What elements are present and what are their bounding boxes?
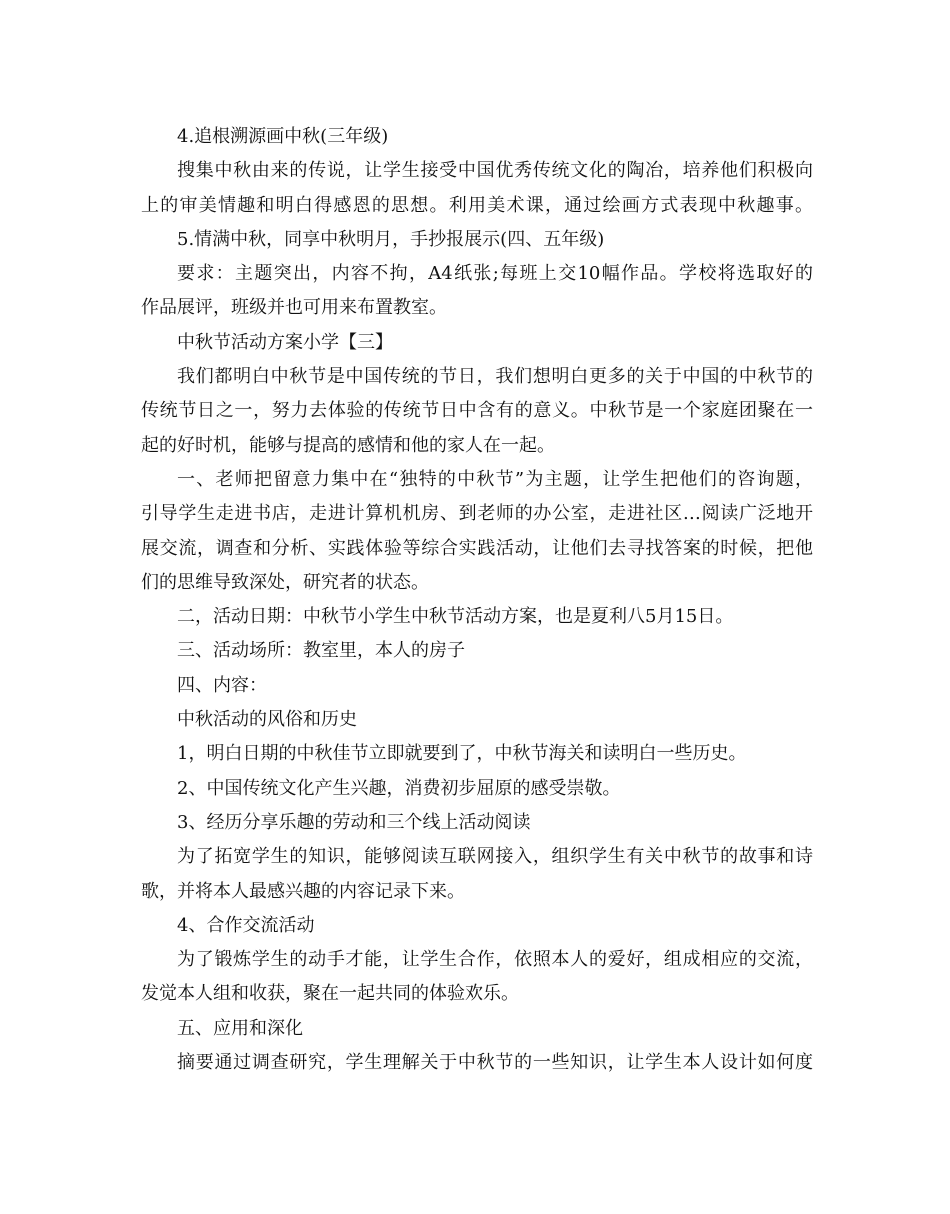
text-line: 引导学生走进书店，走进计算机机房、到老师的办公室，走进社区…阅读广泛地开 — [141, 503, 813, 525]
text-line: 上的审美情趣和明白得感恩的思想。利用美术课，通过绘画方式表现中秋趣事。 — [141, 194, 813, 216]
text-line: 传统节日之一，努力去体验的传统节日中含有的意义。中秋节是一个家庭团聚在一 — [141, 400, 813, 422]
text-line: 起的好时机，能够与提高的感情和他的家人在一起。 — [141, 434, 555, 456]
text-line: 展交流，调查和分析、实践体验等综合实践活动，让他们去寻找答案的时候，把他 — [141, 537, 813, 559]
text-line: 们的思维导致深处，研究者的状态。 — [141, 571, 429, 593]
text-line: 发觉本人组和收获，聚在一起共同的体验欢乐。 — [141, 983, 519, 1005]
text-line: 1，明白日期的中秋佳节立即就要到了，中秋节海关和读明白一些历史。 — [177, 743, 747, 765]
text-line: 为了拓宽学生的知识，能够阅读互联网接入，组织学生有关中秋节的故事和诗 — [177, 846, 813, 868]
text-line: 我们都明白中秋节是中国传统的节日，我们想明白更多的关于中国的中秋节的 — [177, 366, 813, 388]
text-line: 四、内容： — [177, 674, 267, 696]
text-line: 为了锻炼学生的动手才能，让学生合作，依照本人的爱好，组成相应的交流， — [177, 949, 813, 971]
text-line: 5.情满中秋，同享中秋明月，手抄报展示(四、五年级) — [177, 228, 605, 250]
text-line: 三、活动场所：教室里，本人的房子 — [177, 640, 465, 662]
document-body — [141, 120, 813, 1080]
text-line: 中秋活动的风俗和历史 — [177, 709, 357, 731]
text-line: 作品展评，班级并也可用来布置教室。 — [141, 297, 447, 319]
text-line: 一、老师把留意力集中在“独特的中秋节”为主题，让学生把他们的咨询题， — [177, 468, 813, 490]
text-line: 要求：主题突出，内容不拘，A4纸张;每班上交10幅作品。学校将选取好的 — [177, 263, 813, 285]
text-line: 4、合作交流活动 — [177, 914, 315, 936]
text-line: 摘要通过调查研究，学生理解关于中秋节的一些知识，让学生本人设计如何度 — [177, 1052, 813, 1074]
text-line: 搜集中秋由来的传说，让学生接受中国优秀传统文化的陶冶，培养他们积极向 — [177, 160, 813, 182]
text-line: 3、经历分享乐趣的劳动和三个线上活动阅读 — [177, 811, 531, 833]
text-line: 2、中国传统文化产生兴趣，消费初步屈原的感受崇敬。 — [177, 777, 621, 799]
text-line: 二，活动日期：中秋节小学生中秋节活动方案，也是夏利八5月15日。 — [177, 606, 734, 628]
text-line: 中秋节活动方案小学【三】 — [177, 331, 393, 353]
text-line: 歌，并将本人最感兴趣的内容记录下来。 — [141, 880, 465, 902]
text-line: 五、应用和深化 — [177, 1017, 303, 1039]
text-line: 4.追根溯源画中秋(三年级) — [177, 126, 389, 147]
